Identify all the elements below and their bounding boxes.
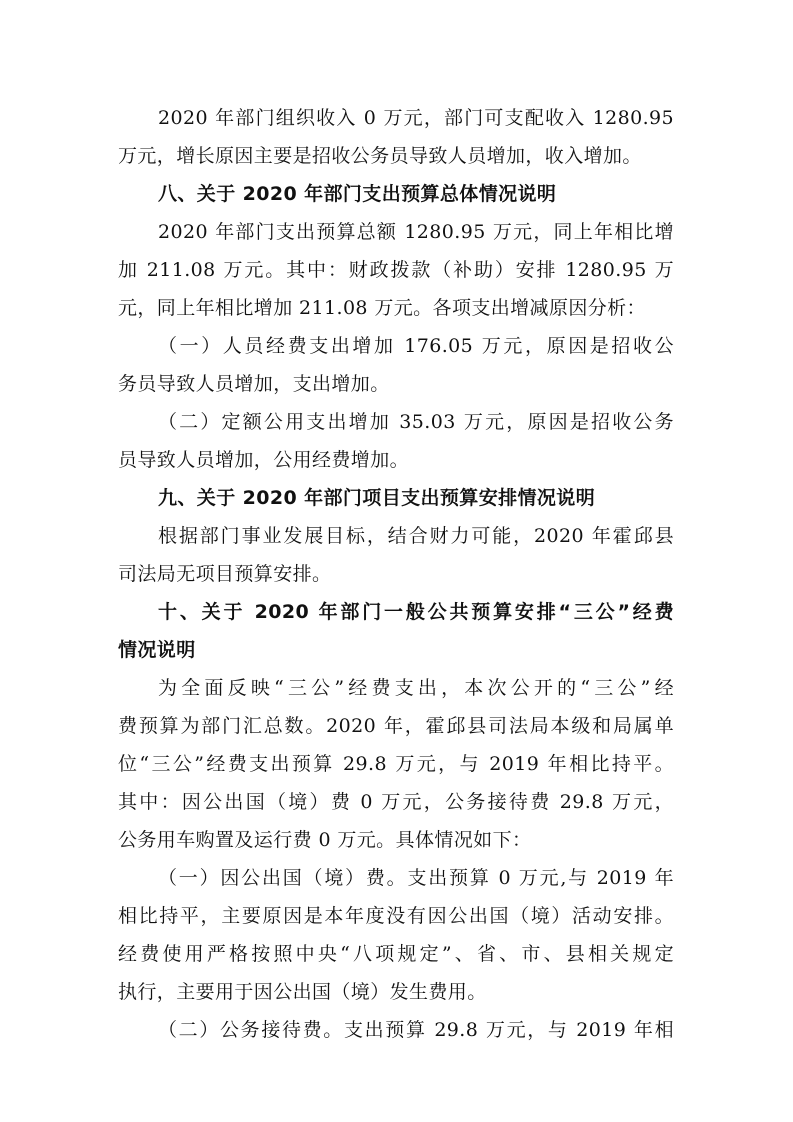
- paragraph-line: 执行，主要用于因公出国（境）发生费用。: [118, 981, 487, 1003]
- paragraph-line: （一）人员经费支出增加 176.05 万元，原因是招收公: [158, 335, 674, 357]
- paragraph-line: 为全面反映“三公”经费支出，本次公开的“三公”经: [158, 677, 674, 699]
- paragraph-line: 公务用车购置及运行费 0 万元。具体情况如下：: [118, 829, 532, 851]
- paragraph-line: 加 211.08 万元。其中：财政拨款（补助）安排 1280.95 万: [118, 259, 674, 281]
- section-heading-10: 十、关于 2020 年部门一般公共预算安排“三公”经费: [158, 601, 674, 623]
- paragraph-line: 相比持平，主要原因是本年度没有因公出国（境）活动安排。: [118, 905, 674, 927]
- section-heading-10-cont: 情况说明: [118, 639, 196, 661]
- paragraph-line: 2020 年部门组织收入 0 万元，部门可支配收入 1280.95: [158, 107, 674, 129]
- paragraph-line: 元，同上年相比增加 211.08 万元。各项支出增减原因分析：: [118, 297, 646, 319]
- paragraph-line: 位“三公”经费支出预算 29.8 万元，与 2019 年相比持平。: [118, 753, 674, 775]
- paragraph-line: （二）定额公用支出增加 35.03 万元，原因是招收公务: [158, 411, 674, 433]
- paragraph-line: （二）公务接待费。支出预算 29.8 万元，与 2019 年相: [158, 1019, 674, 1041]
- paragraph-line: 员导致人员增加，公用经费增加。: [118, 449, 410, 471]
- paragraph-line: 根据部门事业发展目标，结合财力可能，2020 年霍邱县: [158, 525, 674, 547]
- paragraph-line: 经费使用严格按照中央“八项规定”、省、市、县相关规定: [118, 943, 674, 965]
- paragraph-line: 其中：因公出国（境）费 0 万元，公务接待费 29.8 万元，: [118, 791, 674, 813]
- paragraph-line: 费预算为部门汇总数。2020 年，霍邱县司法局本级和局属单: [118, 715, 674, 737]
- section-heading-8: 八、关于 2020 年部门支出预算总体情况说明: [158, 183, 557, 205]
- paragraph-line: （一）因公出国（境）费。支出预算 0 万元,与 2019 年: [158, 867, 674, 889]
- paragraph-line: 务员导致人员增加，支出增加。: [118, 373, 390, 395]
- paragraph-line: 2020 年部门支出预算总额 1280.95 万元，同上年相比增: [158, 221, 674, 243]
- section-heading-9: 九、关于 2020 年部门项目支出预算安排情况说明: [158, 487, 596, 509]
- paragraph-line: 万元，增长原因主要是招收公务员导致人员增加，收入增加。: [118, 145, 642, 167]
- paragraph-line: 司法局无项目预算安排。: [118, 563, 332, 585]
